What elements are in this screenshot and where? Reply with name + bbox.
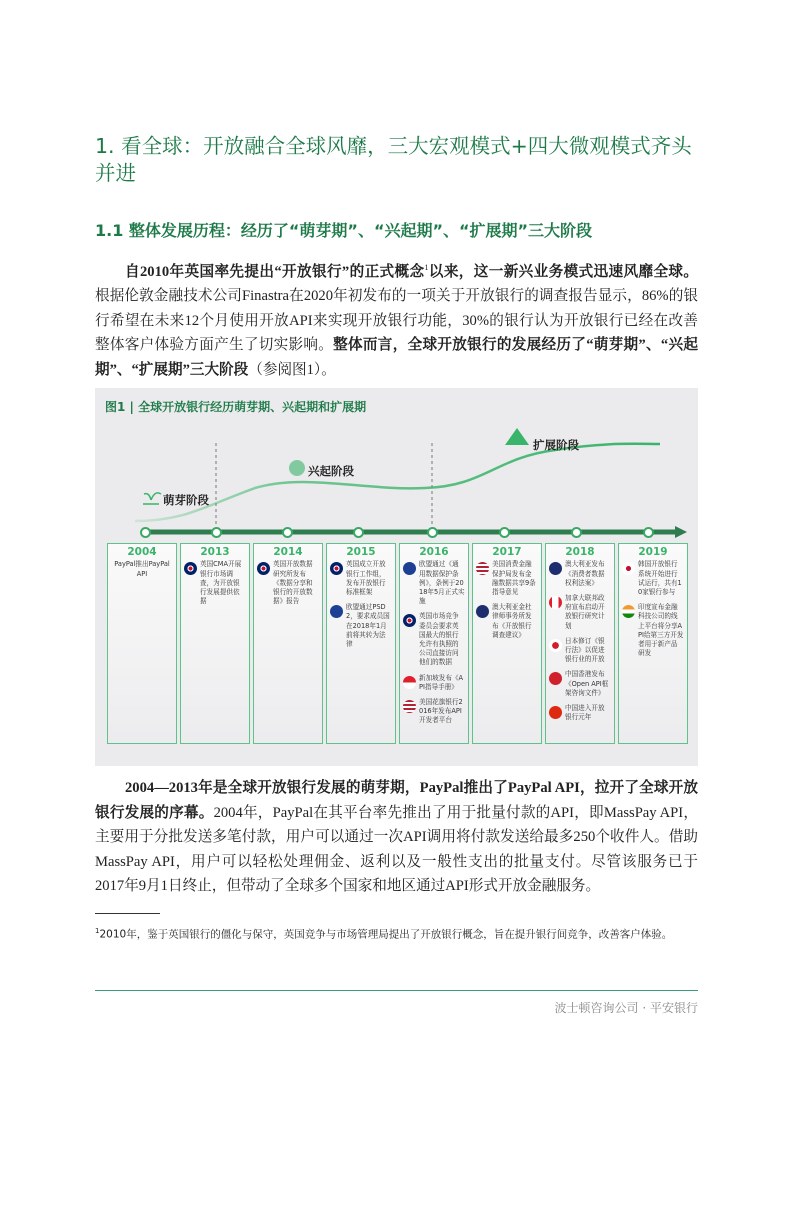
timeline-event bbox=[476, 603, 538, 640]
timeline-event bbox=[549, 594, 611, 631]
timeline-column bbox=[545, 543, 615, 744]
figure-title: 图1 | 全球开放银行经历萌芽期、兴起期和扩展期 bbox=[105, 400, 367, 415]
eu-flag-icon bbox=[403, 562, 416, 575]
timeline-column bbox=[472, 543, 542, 744]
year-label: 2014 bbox=[273, 546, 303, 559]
timeline-event bbox=[549, 637, 611, 665]
tree-icon bbox=[289, 460, 305, 476]
au-flag-icon bbox=[476, 605, 489, 618]
intro-paragraph bbox=[95, 256, 698, 382]
bold-text: 2004—2013年是全球开放银行发展的萌芽期，PayPal推出了PayPal API，拉开了全球开放银行发展的序幕。 bbox=[95, 780, 698, 821]
footnote bbox=[95, 924, 698, 943]
event-text: 美国花旗银行2016年发布API开发者平台 bbox=[419, 698, 463, 725]
timeline-event bbox=[622, 603, 684, 658]
timeline-event bbox=[403, 612, 465, 667]
event-text: 英国成立开放银行工作组，发布开放银行标准框架 bbox=[346, 560, 386, 596]
year-label: 2016 bbox=[419, 546, 449, 559]
body-text: （参阅图1）。 bbox=[248, 361, 336, 378]
event-text: 澳大利亚发布《消费者数据权利法案》 bbox=[565, 560, 605, 587]
uk-flag-icon bbox=[330, 562, 343, 575]
timeline-column bbox=[180, 543, 250, 744]
timeline-columns bbox=[107, 543, 698, 744]
section-title: 1. 看全球：开放融合全球风靡，三大宏观模式+四大微观模式齐头并进 bbox=[95, 134, 692, 185]
year-label: 2015 bbox=[346, 546, 376, 559]
uk-flag-icon bbox=[257, 562, 270, 575]
timeline-event bbox=[403, 674, 465, 692]
bold-text: 以来，这一新兴业务模式迅速风靡全球。 bbox=[428, 263, 698, 280]
footnote-number: 1 bbox=[95, 926, 100, 935]
event-text: 美国消费金融保护局发布金融数据共享9条指导意见 bbox=[492, 560, 536, 596]
timeline-column bbox=[326, 543, 396, 744]
hk-flag-icon bbox=[549, 672, 562, 685]
mountain-icon bbox=[505, 428, 529, 445]
event-text: 加拿大联邦政府宣布启动开放银行研究计划 bbox=[565, 593, 605, 630]
au-flag-icon bbox=[549, 562, 562, 575]
footer-text: 波士顿咨询公司 · 平安银行 bbox=[554, 1001, 698, 1016]
stage-label-sprout: 萌芽阶段 bbox=[163, 493, 209, 508]
stage-label-rise: 兴起阶段 bbox=[308, 464, 354, 479]
timeline-event bbox=[330, 603, 392, 649]
footnote-ref[interactable]: 1 bbox=[424, 263, 429, 272]
event-text: 中国进入开放银行元年 bbox=[565, 704, 605, 722]
uk-flag-icon bbox=[403, 614, 416, 627]
us-flag-icon bbox=[403, 700, 416, 713]
event-text: 日本修订《银行法》以促进银行业的开放 bbox=[565, 636, 605, 664]
event-text: PayPal推出PayPal API bbox=[114, 560, 170, 578]
body-text: 2004年，PayPal在其平台率先推出了用于批量付款的API，即MassPay API，主要用于分批发送多笔付款，用户可以通过一次API调用将付款发送给最多250个收件人。借助MassPay API，用户可以轻松处理佣金、返利以及一般性支出的批量支付。尽管该服务已于2017年9月1日终止，但带动了全球多个国家和地区通过API形式开放金融服务。 bbox=[95, 804, 698, 895]
event-text: 欧盟通过《通用数据保护条例》，条例于2018年5月正式实施 bbox=[419, 560, 465, 606]
ca-flag-icon bbox=[549, 596, 562, 609]
body-paragraph bbox=[95, 776, 698, 899]
timeline-arrow bbox=[675, 526, 687, 538]
event-text: 欧盟通过PSD2，要求成员国在2018年1月前将其转为法律 bbox=[346, 603, 390, 648]
kr-flag-icon bbox=[622, 562, 635, 575]
stage-label-expand: 扩展阶段 bbox=[533, 438, 579, 453]
event-text: 英国市场竞争委员会要求英国最大的银行允许有执照的公司直接访问他们的数据 bbox=[419, 612, 459, 667]
bold-text: 自2010年英国率先提出“开放银行”的正式概念 bbox=[125, 263, 425, 280]
footer-divider bbox=[95, 990, 698, 991]
year-label: 2004 bbox=[127, 546, 157, 559]
timeline-column bbox=[107, 543, 177, 744]
sprout-icon bbox=[143, 493, 161, 504]
uk-flag-icon bbox=[184, 562, 197, 575]
year-label: 2013 bbox=[200, 546, 230, 559]
timeline-column bbox=[253, 543, 323, 744]
footnote-divider bbox=[95, 913, 160, 914]
timeline-event bbox=[549, 670, 611, 698]
growth-curve bbox=[135, 444, 660, 521]
event-text: 印度宣布金融科技公司的线上平台将分享API给第三方开发者用于新产品研发 bbox=[638, 603, 684, 658]
event-text: 英国CMA开展银行市场调查，为开放银行发展提供依据 bbox=[200, 560, 242, 606]
in-flag-icon bbox=[622, 605, 635, 618]
growth-curve-chart bbox=[95, 388, 698, 548]
year-label: 2018 bbox=[565, 546, 595, 559]
event-text: 韩国开放银行系统开始进行试运行，共有10家银行参与 bbox=[638, 560, 682, 596]
timeline-event bbox=[184, 560, 246, 606]
event-text: 澳大利亚金杜律师事务所发布《开放银行调查建议》 bbox=[492, 603, 532, 639]
timeline-event bbox=[476, 560, 538, 597]
year-label: 2017 bbox=[492, 546, 522, 559]
timeline-event bbox=[549, 704, 611, 722]
bold-text: 整体而言，全球开放银行的发展经历了“萌芽期”、“兴起期”、“扩展期”三大阶段 bbox=[95, 337, 698, 378]
sg-flag-icon bbox=[403, 676, 416, 689]
figure-1 bbox=[95, 388, 698, 766]
event-text: 中国香港发布《Open API框架咨询文件》 bbox=[565, 670, 609, 697]
timeline-event bbox=[403, 560, 465, 606]
timeline-column bbox=[618, 543, 688, 744]
footnote-text: 2010年，鉴于英国银行的僵化与保守，英国竞争与市场管理局提出了开放银行概念，旨在提升银行间竞争，改善客户体验。 bbox=[99, 928, 673, 941]
timeline-event bbox=[549, 560, 611, 588]
body-text: 根据伦敦金融技术公司Finastra在2020年初发布的一项关于开放银行的调查报告显示，86%的银行希望在未来12个月使用开放API来实现开放银行功能，30%的银行认为开放银行已经在改善整体客户体验方面产生了切实影响。 bbox=[95, 288, 698, 354]
timeline-column bbox=[399, 543, 469, 744]
timeline-event bbox=[257, 560, 319, 606]
timeline-event bbox=[403, 698, 465, 726]
event-text: 新加坡发布《API指导手册》 bbox=[419, 673, 464, 691]
jp-flag-icon bbox=[549, 639, 562, 652]
event-text: 英国开放数据研究所发布《数据分享和银行的开放数据》报告 bbox=[273, 560, 313, 606]
timeline-event bbox=[622, 560, 684, 597]
eu-flag-icon bbox=[330, 605, 343, 618]
cn-flag-icon bbox=[549, 706, 562, 719]
subsection-title: 1.1 整体发展历程：经历了“萌芽期”、“兴起期”、“扩展期”三大阶段 bbox=[95, 221, 593, 240]
page bbox=[0, 133, 793, 1056]
us-flag-icon bbox=[476, 562, 489, 575]
timeline-event bbox=[111, 560, 173, 578]
timeline-event bbox=[330, 560, 392, 597]
year-label: 2019 bbox=[638, 546, 668, 559]
